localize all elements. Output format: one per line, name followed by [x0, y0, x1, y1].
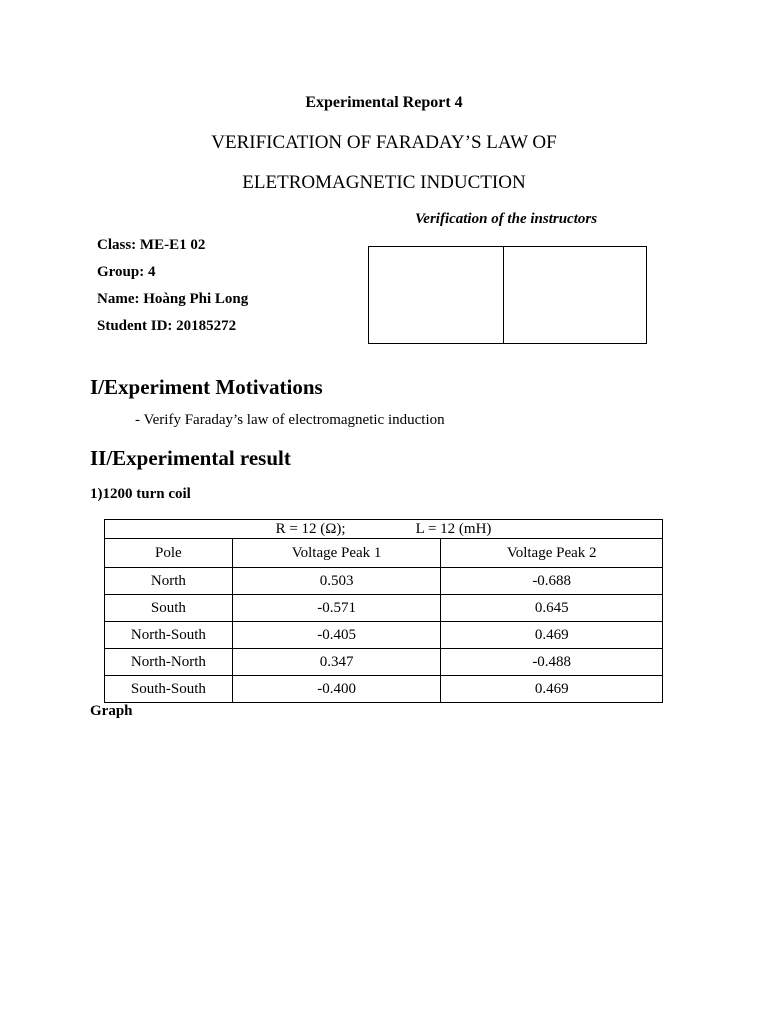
- pole-cell: North-North: [105, 649, 233, 676]
- name-info: Name: Hoàng Phi Long: [97, 291, 249, 307]
- signature-box-divider: [503, 247, 504, 343]
- results-heading: II/Experimental result: [90, 446, 291, 470]
- column-header-voltage-peak-1: Voltage Peak 1: [232, 539, 441, 568]
- table-row: [105, 568, 663, 595]
- table-parameter-row: [105, 520, 663, 539]
- voltage-peak-2-cell: 0.645: [441, 595, 663, 622]
- table-row: [105, 622, 663, 649]
- motivation-item: - Verify Faraday’s law of electromagnetic induction: [135, 412, 445, 428]
- pole-cell: North-South: [105, 622, 233, 649]
- table-header-row: [105, 539, 663, 568]
- class-info: Class: ME-E1 02: [97, 237, 206, 253]
- inductance-param: L = 12 (mH): [415, 520, 492, 537]
- voltage-peak-2-cell: -0.688: [441, 568, 663, 595]
- voltage-peak-1-cell: -0.571: [232, 595, 441, 622]
- column-header-pole: Pole: [105, 539, 233, 568]
- main-title-line-1: VERIFICATION OF FARADAY’S LAW OF: [211, 132, 557, 153]
- group-info: Group: 4: [97, 264, 156, 280]
- column-header-voltage-peak-2: Voltage Peak 2: [441, 539, 663, 568]
- student-id-info: Student ID: 20185272: [97, 318, 237, 334]
- voltage-peak-2-cell: 0.469: [441, 622, 663, 649]
- graph-label: Graph: [90, 703, 133, 719]
- pole-cell: North: [105, 568, 233, 595]
- table-row: [105, 649, 663, 676]
- results-table: [104, 519, 663, 703]
- voltage-peak-1-cell: -0.400: [232, 676, 441, 703]
- voltage-peak-2-cell: -0.488: [441, 649, 663, 676]
- resistance-param: R = 12 (Ω);: [275, 520, 346, 537]
- instructor-signature-box: [368, 246, 647, 344]
- motivations-heading: I/Experiment Motivations: [90, 375, 323, 399]
- table-parameters-cell: [105, 520, 663, 539]
- report-title: Experimental Report 4: [305, 94, 463, 111]
- main-title-line-2: ELETROMAGNETIC INDUCTION: [242, 172, 526, 193]
- table-row: [105, 676, 663, 703]
- voltage-peak-1-cell: -0.405: [232, 622, 441, 649]
- voltage-peak-2-cell: 0.469: [441, 676, 663, 703]
- table-row: [105, 595, 663, 622]
- instructor-verification-label: Verification of the instructors: [414, 211, 598, 227]
- coil-heading: 1)1200 turn coil: [90, 486, 191, 502]
- pole-cell: South-South: [105, 676, 233, 703]
- voltage-peak-1-cell: 0.347: [232, 649, 441, 676]
- voltage-peak-1-cell: 0.503: [232, 568, 441, 595]
- pole-cell: South: [105, 595, 233, 622]
